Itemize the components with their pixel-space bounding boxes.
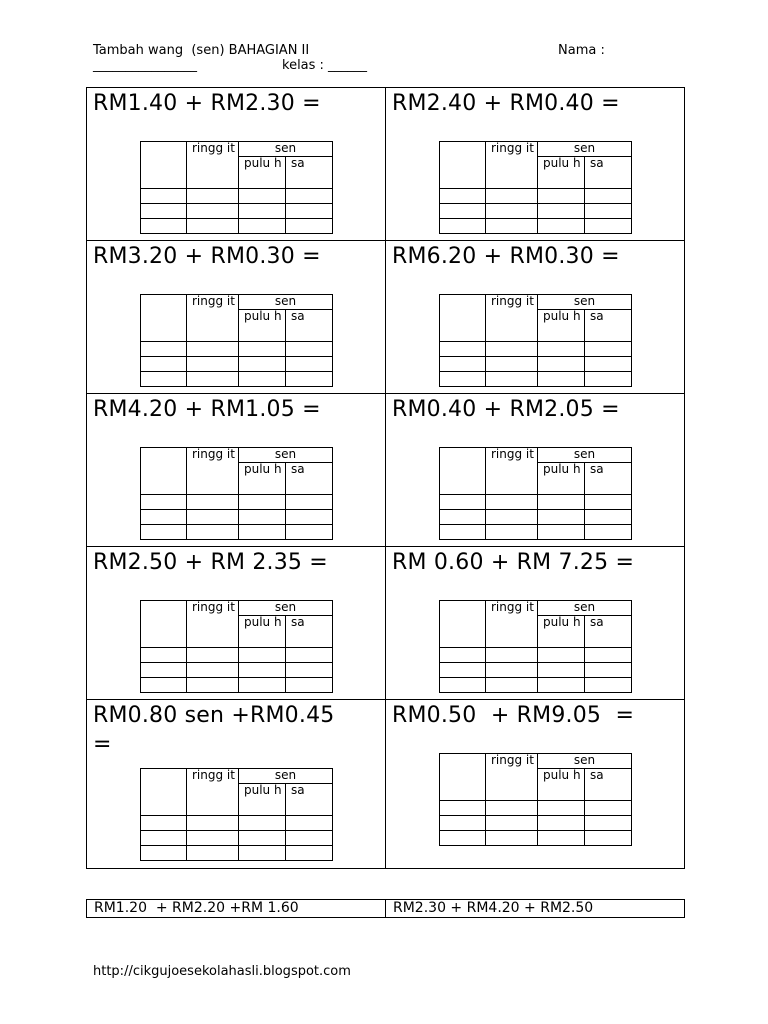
grid-cell[interactable] (585, 816, 632, 831)
grid-puluh-header: pulu h (538, 157, 585, 189)
grid-cell[interactable] (141, 342, 187, 357)
grid-cell[interactable] (538, 357, 585, 372)
grid-puluh-header: pulu h (538, 769, 585, 801)
grid-ringgit-header: ringg it (486, 754, 538, 801)
grid-cell[interactable] (440, 510, 486, 525)
grid-ringgit-header: ringg it (486, 448, 538, 495)
grid-cell[interactable] (286, 816, 333, 831)
grid-cell[interactable] (239, 219, 286, 234)
problem-text: RM2.40 + RM0.40 = (392, 91, 620, 116)
problem-cell (386, 700, 685, 869)
grid-cell[interactable] (585, 663, 632, 678)
grid-cell[interactable] (286, 510, 333, 525)
grid-cell[interactable] (239, 525, 286, 540)
grid-ringgit-header: ringg it (187, 601, 239, 648)
grid-cell[interactable] (585, 831, 632, 846)
grid-cell[interactable] (286, 495, 333, 510)
grid-cell[interactable] (239, 831, 286, 846)
grid-sen-header: sen (538, 601, 632, 616)
bottom-problem-text: RM1.20 + RM2.20 +RM 1.60 (87, 900, 386, 918)
grid-cell[interactable] (585, 372, 632, 387)
grid-corner-cell (141, 142, 187, 189)
grid-cell[interactable] (538, 525, 585, 540)
grid-cell[interactable] (239, 846, 286, 861)
grid-ringgit-header: ringg it (187, 769, 239, 816)
grid-cell[interactable] (585, 189, 632, 204)
grid-cell[interactable] (585, 801, 632, 816)
grid-cell[interactable] (440, 525, 486, 540)
grid-sen-header: sen (538, 448, 632, 463)
problem-grid (86, 87, 685, 869)
grid-cell[interactable] (486, 663, 538, 678)
grid-cell[interactable] (440, 648, 486, 663)
grid-cell[interactable] (141, 372, 187, 387)
problem-cell (87, 88, 386, 241)
grid-cell[interactable] (239, 204, 286, 219)
grid-cell[interactable] (187, 663, 239, 678)
grid-cell[interactable] (486, 372, 538, 387)
grid-cell[interactable] (187, 648, 239, 663)
grid-cell[interactable] (286, 846, 333, 861)
grid-corner-cell (141, 769, 187, 816)
problem-cell (87, 394, 386, 547)
grid-cell[interactable] (141, 189, 187, 204)
place-value-grid (140, 141, 333, 234)
place-value-grid (140, 294, 333, 387)
grid-sen-header: sen (538, 754, 632, 769)
grid-cell[interactable] (585, 648, 632, 663)
worksheet-title: Tambah wang (sen) BAHAGIAN II (93, 43, 310, 58)
grid-sa-header: sa (585, 157, 632, 189)
grid-corner-cell (440, 754, 486, 801)
name-label: Nama : (558, 43, 605, 58)
grid-cell[interactable] (585, 525, 632, 540)
grid-cell[interactable] (486, 816, 538, 831)
grid-cell[interactable] (538, 342, 585, 357)
grid-cell[interactable] (141, 357, 187, 372)
place-value-grid (439, 294, 632, 387)
class-label: kelas : ______ (282, 58, 368, 73)
grid-cell[interactable] (585, 357, 632, 372)
grid-cell[interactable] (187, 357, 239, 372)
grid-ringgit-header: ringg it (187, 142, 239, 189)
grid-cell[interactable] (187, 816, 239, 831)
grid-ringgit-header: ringg it (486, 601, 538, 648)
grid-sa-header: sa (286, 463, 333, 495)
grid-sen-header: sen (538, 295, 632, 310)
grid-cell[interactable] (286, 357, 333, 372)
grid-cell[interactable] (286, 189, 333, 204)
place-value-grid (140, 768, 333, 861)
grid-cell[interactable] (538, 219, 585, 234)
problem-text: RM0.80 sen +RM0.45 = (93, 703, 335, 757)
grid-corner-cell (440, 601, 486, 648)
grid-sa-header: sa (585, 310, 632, 342)
grid-cell[interactable] (141, 648, 187, 663)
problem-cell (386, 241, 685, 394)
grid-cell[interactable] (538, 648, 585, 663)
problem-text: RM6.20 + RM0.30 = (392, 244, 620, 269)
grid-cell[interactable] (187, 204, 239, 219)
grid-cell[interactable] (585, 204, 632, 219)
grid-cell[interactable] (286, 663, 333, 678)
grid-cell[interactable] (141, 219, 187, 234)
grid-corner-cell (141, 601, 187, 648)
grid-cell[interactable] (538, 372, 585, 387)
grid-ringgit-header: ringg it (187, 295, 239, 342)
grid-cell[interactable] (486, 495, 538, 510)
grid-cell[interactable] (141, 495, 187, 510)
place-value-grid (140, 600, 333, 693)
problem-text: RM3.20 + RM0.30 = (93, 244, 321, 269)
grid-ringgit-header: ringg it (486, 142, 538, 189)
grid-sa-header: sa (585, 463, 632, 495)
grid-cell[interactable] (286, 831, 333, 846)
problem-cell (87, 547, 386, 700)
grid-cell[interactable] (239, 510, 286, 525)
problem-text: RM0.50 + RM9.05 = (392, 703, 635, 728)
grid-cell[interactable] (538, 816, 585, 831)
grid-ringgit-header: ringg it (187, 448, 239, 495)
name-blank-line: ________________ (93, 58, 197, 73)
grid-sa-header: sa (286, 784, 333, 816)
grid-cell[interactable] (486, 219, 538, 234)
grid-cell[interactable] (440, 678, 486, 693)
grid-cell[interactable] (486, 342, 538, 357)
problem-text: RM1.40 + RM2.30 = (93, 91, 321, 116)
grid-cell[interactable] (538, 678, 585, 693)
grid-cell[interactable] (141, 678, 187, 693)
grid-corner-cell (440, 448, 486, 495)
grid-puluh-header: pulu h (538, 463, 585, 495)
bottom-problem-text: RM2.30 + RM4.20 + RM2.50 (386, 900, 685, 918)
grid-cell[interactable] (440, 495, 486, 510)
bottom-problems (86, 899, 685, 918)
problem-text: RM4.20 + RM1.05 = (93, 397, 321, 422)
grid-sen-header: sen (538, 142, 632, 157)
problem-cell (87, 700, 386, 869)
grid-sen-header: sen (239, 295, 333, 310)
grid-puluh-header: pulu h (538, 616, 585, 648)
grid-cell[interactable] (141, 846, 187, 861)
grid-cell[interactable] (440, 663, 486, 678)
grid-sen-header: sen (239, 769, 333, 784)
grid-cell[interactable] (440, 831, 486, 846)
grid-corner-cell (440, 142, 486, 189)
grid-cell[interactable] (187, 831, 239, 846)
grid-puluh-header: pulu h (239, 616, 286, 648)
grid-cell[interactable] (440, 816, 486, 831)
grid-puluh-header: pulu h (239, 157, 286, 189)
grid-sa-header: sa (286, 157, 333, 189)
place-value-grid (439, 447, 632, 540)
grid-cell[interactable] (538, 189, 585, 204)
grid-cell[interactable] (538, 801, 585, 816)
grid-cell[interactable] (585, 219, 632, 234)
problem-cell (386, 394, 685, 547)
grid-cell[interactable] (286, 678, 333, 693)
grid-cell[interactable] (440, 372, 486, 387)
grid-cell[interactable] (187, 189, 239, 204)
grid-cell[interactable] (141, 525, 187, 540)
grid-cell[interactable] (585, 342, 632, 357)
grid-cell[interactable] (440, 189, 486, 204)
grid-cell[interactable] (141, 831, 187, 846)
footer-url: http://cikgujoesekolahasli.blogspot.com (93, 964, 351, 979)
grid-sa-header: sa (585, 616, 632, 648)
place-value-grid (439, 753, 632, 846)
grid-cell[interactable] (141, 663, 187, 678)
grid-cell[interactable] (538, 510, 585, 525)
grid-cell[interactable] (286, 204, 333, 219)
grid-cell[interactable] (187, 342, 239, 357)
grid-cell[interactable] (141, 204, 187, 219)
grid-cell[interactable] (239, 189, 286, 204)
grid-cell[interactable] (187, 495, 239, 510)
grid-cell[interactable] (286, 372, 333, 387)
grid-cell[interactable] (239, 342, 286, 357)
problem-cell (386, 88, 685, 241)
grid-cell[interactable] (239, 357, 286, 372)
grid-sa-header: sa (585, 769, 632, 801)
grid-corner-cell (440, 295, 486, 342)
grid-corner-cell (141, 448, 187, 495)
grid-cell[interactable] (187, 525, 239, 540)
grid-cell[interactable] (239, 372, 286, 387)
grid-corner-cell (141, 295, 187, 342)
grid-sen-header: sen (239, 142, 333, 157)
grid-cell[interactable] (187, 678, 239, 693)
grid-cell[interactable] (538, 831, 585, 846)
grid-cell[interactable] (486, 204, 538, 219)
grid-puluh-header: pulu h (239, 784, 286, 816)
grid-cell[interactable] (486, 831, 538, 846)
grid-cell[interactable] (585, 510, 632, 525)
grid-cell[interactable] (440, 219, 486, 234)
grid-cell[interactable] (286, 219, 333, 234)
grid-cell[interactable] (187, 846, 239, 861)
problem-text: RM 0.60 + RM 7.25 = (392, 550, 635, 575)
problem-cell (386, 547, 685, 700)
place-value-grid (439, 141, 632, 234)
problem-text: RM0.40 + RM2.05 = (392, 397, 620, 422)
grid-cell[interactable] (141, 816, 187, 831)
grid-puluh-header: pulu h (538, 310, 585, 342)
grid-sen-header: sen (239, 601, 333, 616)
grid-cell[interactable] (486, 510, 538, 525)
grid-cell[interactable] (239, 495, 286, 510)
place-value-grid (439, 600, 632, 693)
grid-cell[interactable] (538, 663, 585, 678)
grid-cell[interactable] (486, 678, 538, 693)
grid-ringgit-header: ringg it (486, 295, 538, 342)
grid-sa-header: sa (286, 616, 333, 648)
grid-cell[interactable] (286, 525, 333, 540)
grid-sa-header: sa (286, 310, 333, 342)
grid-cell[interactable] (440, 342, 486, 357)
grid-cell[interactable] (486, 648, 538, 663)
grid-cell[interactable] (187, 510, 239, 525)
problem-cell (87, 241, 386, 394)
grid-cell[interactable] (486, 189, 538, 204)
grid-puluh-header: pulu h (239, 310, 286, 342)
grid-cell[interactable] (440, 357, 486, 372)
grid-cell[interactable] (239, 678, 286, 693)
grid-cell[interactable] (486, 357, 538, 372)
grid-cell[interactable] (585, 678, 632, 693)
grid-cell[interactable] (286, 342, 333, 357)
grid-cell[interactable] (486, 801, 538, 816)
problem-text: RM2.50 + RM 2.35 = (93, 550, 328, 575)
grid-cell[interactable] (585, 495, 632, 510)
grid-cell[interactable] (440, 801, 486, 816)
grid-cell[interactable] (239, 663, 286, 678)
place-value-grid (140, 447, 333, 540)
grid-cell[interactable] (538, 204, 585, 219)
grid-cell[interactable] (286, 648, 333, 663)
grid-cell[interactable] (538, 495, 585, 510)
grid-sen-header: sen (239, 448, 333, 463)
grid-cell[interactable] (187, 219, 239, 234)
grid-cell[interactable] (141, 510, 187, 525)
grid-puluh-header: pulu h (239, 463, 286, 495)
grid-cell[interactable] (187, 372, 239, 387)
grid-cell[interactable] (239, 648, 286, 663)
grid-cell[interactable] (239, 816, 286, 831)
grid-cell[interactable] (486, 525, 538, 540)
grid-cell[interactable] (440, 204, 486, 219)
